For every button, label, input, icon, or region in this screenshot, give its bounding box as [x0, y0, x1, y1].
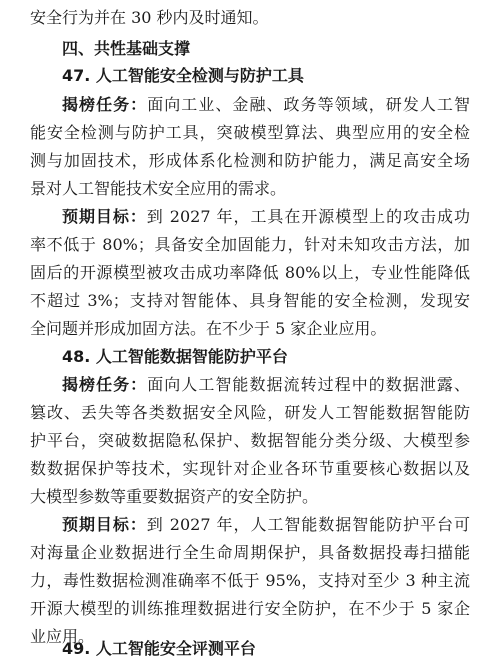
- line-text: 面向工业、金融、政务等领域，研发人工智: [147, 95, 470, 114]
- section-heading-text: 四、共性基础支撑: [62, 39, 191, 58]
- task-label: 揭榜任务：: [62, 375, 148, 394]
- item-heading-text: 49. 人工智能安全评测平台: [62, 639, 256, 658]
- line-text: 率不低于 80%；具备安全加固能力，针对未知攻击方法，加: [30, 235, 470, 254]
- item-heading-47: [62, 63, 304, 89]
- goal-label: 预期目标：: [62, 515, 147, 534]
- line-text: 数数据保护等技术，实现针对企业各环节重要核心数据以及: [30, 459, 470, 478]
- line-text: 不超过 3%；支持对智能体、具身智能的安全检测，发现安: [30, 291, 470, 310]
- paragraph-line: [62, 204, 470, 230]
- item-heading-48: [62, 344, 288, 370]
- line-text: 面向人工智能数据流转过程中的数据泄露、: [147, 375, 470, 394]
- paragraph-line: [30, 596, 470, 622]
- paragraph-line: [30, 288, 470, 314]
- paragraph-line: [30, 120, 470, 146]
- item-heading-49: [62, 636, 256, 661]
- item-heading-text: 47. 人工智能安全检测与防护工具: [62, 66, 304, 85]
- paragraph-line: [30, 540, 470, 566]
- paragraph-line: [62, 512, 470, 538]
- line-text: 安全行为并在 30 秒内及时通知。: [30, 8, 269, 27]
- line-text: 对海量企业数据进行全生命周期保护，具备数据投毒扫描能: [30, 543, 470, 562]
- line-text: 业应用。: [30, 627, 95, 646]
- paragraph-line: [30, 484, 318, 510]
- paragraph-line: [30, 5, 269, 31]
- paragraph-line: [30, 456, 470, 482]
- paragraph-line: [30, 316, 386, 342]
- line-text: 大模型参数等重要数据资产的安全防护。: [30, 487, 319, 506]
- line-text: 能安全检测与防护工具，突破模型算法、典型应用的安全检: [30, 123, 470, 142]
- line-text: 全问题并形成加固方法。在不少于 5 家企业应用。: [30, 319, 387, 338]
- paragraph-line: [62, 372, 470, 398]
- item-heading-text: 48. 人工智能数据智能防护平台: [62, 347, 288, 366]
- paragraph-line: [30, 568, 470, 594]
- line-text: 力，毒性数据检测准确率不低于 95%，支持对至少 3 种主流: [30, 571, 470, 590]
- paragraph-line: [62, 92, 470, 118]
- line-text: 测与加固技术，形成体系化检测和防护能力，满足高安全场: [30, 151, 470, 170]
- task-label: 揭榜任务：: [62, 95, 148, 114]
- line-text: 到 2027 年，工具在开源模型上的攻击成功: [146, 207, 470, 226]
- line-text: 固后的开源模型被攻击成功率降低 80%以上，专业性能降低: [30, 263, 470, 282]
- paragraph-line: [30, 260, 470, 286]
- paragraph-line: [30, 400, 470, 426]
- paragraph-line: [30, 148, 470, 174]
- paragraph-line: [30, 428, 470, 454]
- section-heading: [62, 36, 190, 62]
- paragraph-line: [30, 232, 470, 258]
- line-text: 景对人工智能技术安全应用的需求。: [30, 179, 287, 198]
- line-text: 篡改、丢失等各类数据安全风险，研发人工智能数据智能防: [30, 403, 470, 422]
- line-text: 到 2027 年，人工智能数据智能防护平台可: [146, 515, 470, 534]
- line-text: 开源大模型的训练推理数据进行安全防护，在不少于 5 家企: [30, 599, 470, 618]
- paragraph-line: [30, 176, 286, 202]
- line-text: 护平台，突破数据隐私保护、数据智能分类分级、大模型参: [30, 431, 470, 450]
- goal-label: 预期目标：: [62, 207, 147, 226]
